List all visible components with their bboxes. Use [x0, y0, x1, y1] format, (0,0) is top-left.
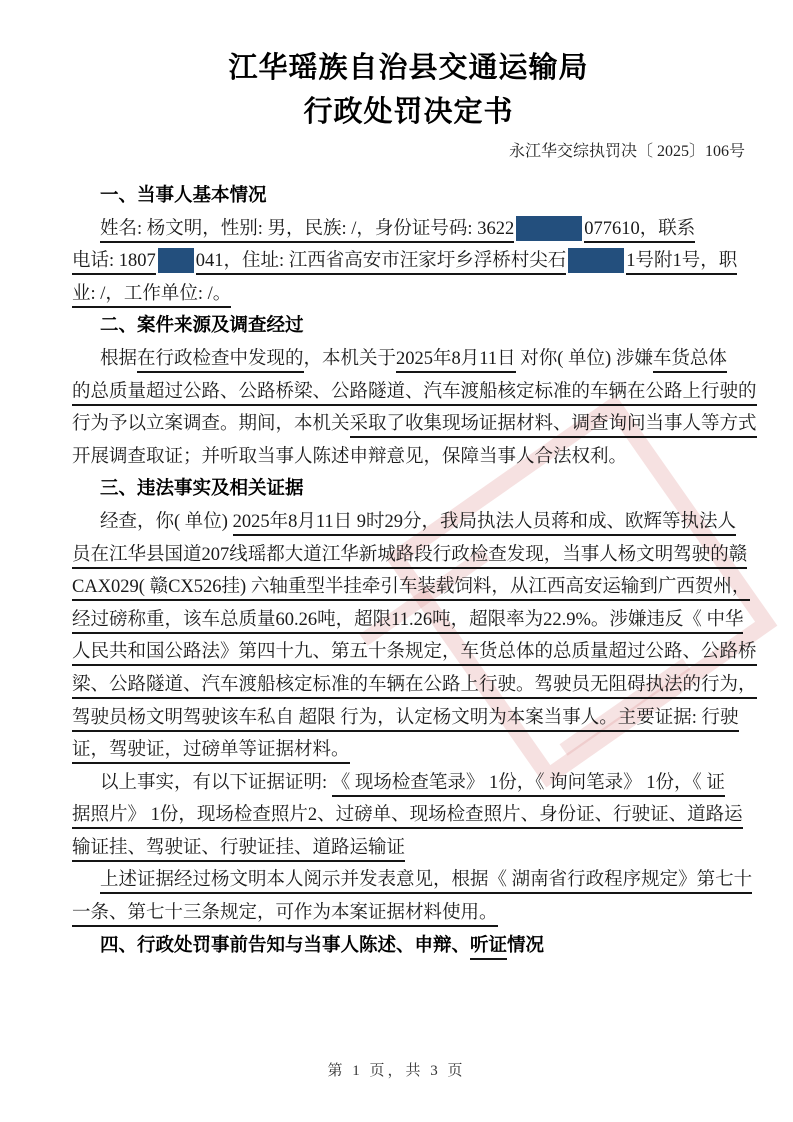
text-run: CAX029( 赣CX526挂) 六轴重型半挂牵引车装载饲料，从江西高安运输到广西贺州， — [72, 577, 750, 601]
facts-line-1 — [72, 506, 745, 539]
text-run: 业: /，工作单位: /。 — [72, 284, 231, 308]
text-run: 一、当事人基本情况 — [100, 186, 267, 206]
text-run: 情况 — [507, 935, 545, 956]
case-origin-line-1 — [72, 343, 745, 376]
page-number: 第 1 页，共 3 页 — [327, 1063, 466, 1079]
facts-line-4 — [72, 604, 745, 637]
evidence-review-line-1 — [72, 864, 753, 897]
text-run: 对你( 单位) 涉嫌 — [515, 348, 653, 369]
redaction-box — [568, 248, 624, 273]
section-2-heading — [72, 310, 745, 343]
document-number: 永江华交综执罚决〔 2025〕106号 — [508, 143, 745, 160]
text-run: 1号附1号，职 — [626, 251, 737, 275]
party-line-3 — [72, 278, 745, 311]
redaction-box — [516, 216, 582, 241]
text-run: 车货总体 — [653, 349, 727, 373]
text-run: 听证 — [470, 936, 507, 960]
facts-line-8 — [72, 734, 745, 767]
text-run: 以上事实，有以下证据证明: — [100, 772, 332, 793]
text-run: 077610，联系 — [584, 219, 695, 243]
document-title-line1: 江华瑶族自治县交通运输局 — [228, 52, 589, 84]
text-run: 姓名: 杨文明，性别: 男，民族: /，身份证号码: 3622 — [100, 219, 514, 243]
case-origin-line-3 — [72, 408, 757, 441]
text-run: 041，住址: 江西省高安市汪家圩乡浮桥村尖石 — [196, 251, 567, 275]
section-3-heading — [72, 473, 745, 506]
text-run: 输证挂、驾驶证、行驶证挂、道路运输证 — [72, 838, 405, 862]
text-run: 梁、公路隧道、汽车渡船核定标准的车辆在公路上行驶。驾驶员无阻碍执法的行为， — [72, 675, 757, 699]
text-run: 上述证据经过杨文明本人阅示并发表意见，根据《 湖南省行政程序规定》第七十 — [100, 870, 752, 894]
text-run: 采取了收集现场证据材料、调查询问当事人等方式 — [350, 414, 757, 438]
redaction-box — [158, 248, 194, 273]
text-run: 一条、第七十三条规定，可作为本案证据材料使用。 — [72, 903, 498, 927]
text-run: 经查，你( 单位) — [100, 511, 233, 532]
facts-line-7 — [72, 702, 745, 735]
text-run: 2025年8月11日 9时29分，我局执法人员蒋和成、欧辉等执法人 — [233, 512, 736, 536]
section-1-heading — [72, 180, 745, 213]
text-run: 《 现场检查笔录》 1份，《 询问笔录》 1份，《 证 — [332, 773, 725, 797]
section-4-heading — [72, 930, 745, 963]
text-run: 2025年8月11日 — [396, 349, 516, 373]
document-body — [72, 180, 757, 962]
evidence-line-1 — [72, 767, 745, 800]
text-run: 据照片》 1份，现场检查照片2、过磅单、现场检查照片、身份证、行驶证、道路运 — [72, 805, 743, 829]
text-run: 证，驾驶证，过磅单等证据材料。 — [72, 740, 350, 764]
evidence-line-2 — [72, 799, 745, 832]
text-run: 根据 — [100, 348, 138, 369]
text-run: 开展调查取证；并听取当事人陈述申辩意见，保障当事人合法权利。 — [72, 446, 628, 467]
facts-line-3 — [72, 571, 751, 604]
evidence-line-3 — [72, 832, 745, 865]
text-run: 二、案件来源及调查经过 — [100, 316, 304, 337]
case-origin-line-2 — [72, 376, 757, 409]
text-run: 行为予以立案调查。期间，本机关 — [72, 414, 350, 435]
document-title-line2: 行政处罚决定书 — [303, 96, 514, 128]
party-line-1 — [72, 213, 745, 246]
facts-line-2 — [72, 539, 748, 572]
text-run: ，本机关于 — [303, 348, 397, 369]
case-origin-line-4 — [72, 441, 745, 474]
evidence-review-line-2 — [72, 897, 745, 930]
text-run: 的总质量超过公路、公路桥梁、公路隧道、汽车渡船核定标准的车辆在公路上行驶的 — [72, 382, 757, 406]
party-line-2 — [72, 245, 745, 278]
text-run: 四、行政处罚事前告知与当事人陈述、申辩、 — [100, 935, 471, 956]
text-run: 经过磅称重，该车总质量60.26吨，超限11.26吨，超限率为22.9%。涉嫌违反《 中华 — [72, 610, 743, 634]
text-run: 驾驶员杨文明驾驶该车私自 超限 行为，认定杨文明为本案当事人。主要证据: 行驶 — [72, 708, 739, 732]
text-run: 员在江华县国道207线瑶都大道江华新城路段行政检查发现，当事人杨文明驾驶的赣 — [72, 545, 747, 569]
text-run: 电话: 1807 — [72, 251, 156, 275]
text-run: 在行政检查中发现的 — [137, 349, 304, 373]
facts-line-6 — [72, 669, 757, 702]
facts-line-5 — [72, 636, 757, 669]
text-run: 三、违法事实及相关证据 — [100, 479, 304, 500]
text-run: 人民共和国公路法》第四十九、第五十条规定，车货总体的总质量超过公路、公路桥 — [72, 642, 757, 666]
